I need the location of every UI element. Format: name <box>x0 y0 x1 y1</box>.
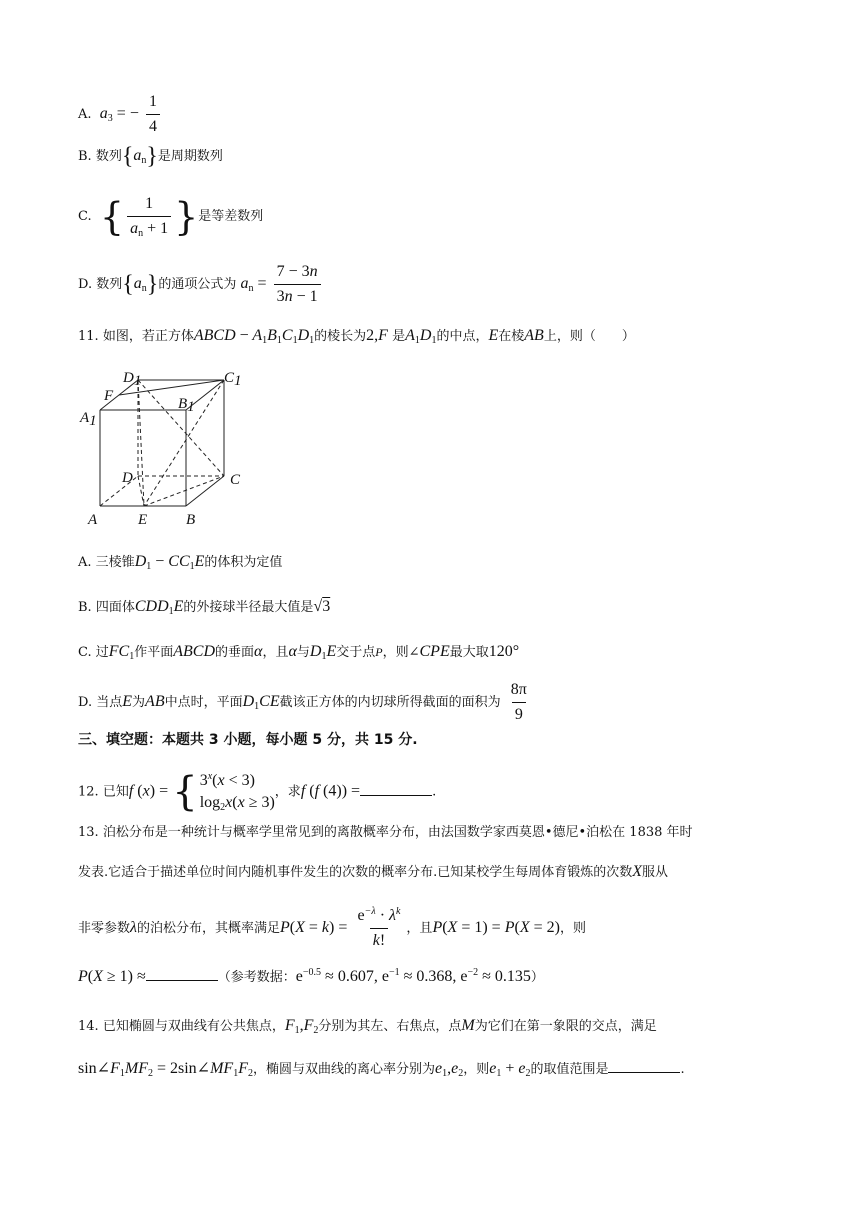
fraction: $\frac{1}{a_n + 1}$ <box>127 194 171 239</box>
q13-line-1: 13. 泊松分布是一种统计与概率学里常见到的离散概率分布，由法国数学家西莫恩•德尼•泊松在 1838 年时 <box>78 825 693 840</box>
segment-D1C <box>138 380 224 476</box>
q10-option-c: C. { $\frac{1}{a_n + 1}$ }是等差数列 <box>78 194 264 239</box>
q10-option-a: A. $a_3$ = − $\frac{1}{4}$ <box>78 92 163 137</box>
label-C1: C1 <box>224 370 242 389</box>
fraction: $\frac{1}{4}$ <box>146 92 160 137</box>
label-A1: A1 <box>80 410 97 429</box>
label-D: D <box>122 470 133 486</box>
section-3-title: 三、填空题：本题共 3 小题，每小题 5 分，共 15 分. <box>78 732 418 748</box>
label-E: E <box>138 512 148 528</box>
option-label: A. <box>78 107 92 122</box>
segment-EC <box>144 476 224 506</box>
q10-option-b: B. 数列$\{a_n\}$是周期数列 <box>78 143 223 170</box>
edge-BC <box>186 476 224 506</box>
fraction: $\frac{7 - 3n}{3n - 1}$ <box>274 262 321 307</box>
q11-stem: 11. 如图，若正方体ABCD − $A_1B_1C_1D_1$的棱长为2,F 是$A_1D_1$的中点，E在棱AB上，则（ ） <box>78 327 635 346</box>
cube-figure <box>76 362 256 532</box>
piecewise-function: { $3^x(x < 3)$ $\log_2x(x \ge 3)$ <box>172 769 275 815</box>
answer-blank[interactable] <box>360 781 432 796</box>
label-F: F <box>104 388 114 404</box>
q14-line-2: $\sin\angle F_1MF_2$ = $2\sin\angle MF_1F_2$，椭圆与双曲线的离心率分别为$e_1,e_2$，则$e_1 + e_2$的取值范围是 . <box>78 1060 685 1079</box>
q11-option-b: B. 四面体$CDD_1E$的外接球半径最大值是√3 <box>78 598 331 617</box>
q10-option-d: D. 数列$\{a_n\}$的通项公式为 $a_n$ = $\frac{7 - 3n}{3n - 1}$ <box>78 262 324 307</box>
label-C: C <box>230 472 241 488</box>
label-D1: D1 <box>123 370 142 389</box>
answer-blank[interactable] <box>608 1058 680 1073</box>
answer-blank[interactable] <box>146 966 218 981</box>
label-B1: B1 <box>178 396 195 415</box>
q13-line-4: P(X ≥ 1) ≈ （参考数据：$e^{-0.5} \approx 0.607$, $e^{-1} \approx 0.368$, $e^{-2} \approx 0.135$） <box>78 967 544 985</box>
q13-line-2: 发表.它适合于描述单位时间内随机事件发生的次数的概率分布.已知某校学生每周体育锻炼的次数X服从 <box>78 863 669 880</box>
q11-option-c: C. 过$FC_1$作平面ABCD的垂面α，且α与$D_1E$交于点P，则∠CPE最大取120° <box>78 643 520 662</box>
q11-option-d: D. 当点E为AB中点时，平面$D_1CE$截该正方体的内切球所得截面的面积为 $\frac{8\pi}{9}$ <box>78 680 533 725</box>
label-B: B <box>186 512 196 528</box>
q12: 12. 已知f (x) = { $3^x(x < 3)$ $\log_2x(x \ge 3)$ ，求f (f (4)) = . <box>78 769 437 815</box>
label-A: A <box>88 512 98 528</box>
q11-option-a: A. 三棱锥$D_1 - CC_1E$的体积为定值 <box>78 553 283 572</box>
q14-line-1: 14. 已知椭圆与双曲线有公共焦点，$F_1,F_2$分别为其左、右焦点，点M为它们在第一象限的交点，满足 <box>78 1017 657 1036</box>
segment-D1E <box>138 380 144 506</box>
fraction: $\frac{8\pi}{9}$ <box>510 681 527 723</box>
fraction: $\frac{e^{-\lambda} \cdot \lambda^k}{k!}$ <box>357 906 401 949</box>
q13-line-3: 非零参数λ的泊松分布，其概率满足P(X = k) = $\frac{e^{-\lambda} \cdot \lambda^k}{k!}$ ，且P(X = 1) = P(X = 2)，则 <box>78 906 586 949</box>
